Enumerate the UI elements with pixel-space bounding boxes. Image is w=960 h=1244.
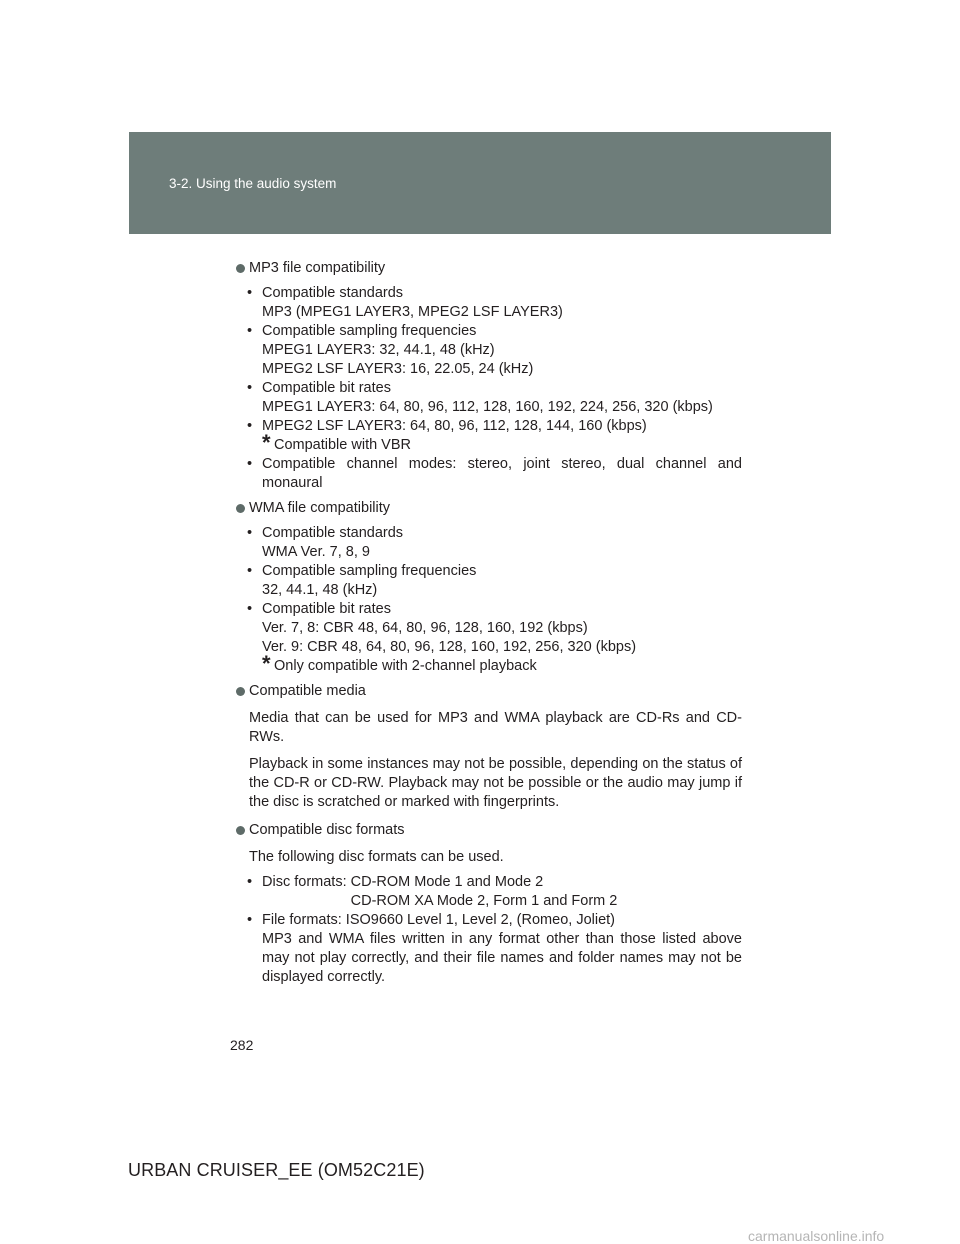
disc-intro: The following disc formats can be used. xyxy=(249,849,504,865)
media-heading: Compatible media xyxy=(236,682,742,701)
note-item: * Compatible with VBR xyxy=(262,430,411,455)
list-item: • MPEG2 LSF LAYER3: 64, 80, 96, 112, 128, 144, 160 (kbps) xyxy=(247,418,647,434)
disc-heading: Compatible disc formats xyxy=(236,821,742,840)
list-item: • File formats: ISO9660 Level 1, Level 2, (Romeo, Joliet) MP3 and WMA files written in any format other than those listed above may not play correctly, and their file names and folder names may not be displayed correctly. xyxy=(247,912,742,985)
list-item: • Compatible bit rates MPEG1 LAYER3: 64, 80, 96, 112, 128, 160, 192, 224, 256, 320 (kbps) xyxy=(247,380,713,415)
media-paragraph: Media that can be used for MP3 and WMA playback are CD-Rs and CD-RWs. xyxy=(249,710,742,745)
section-header xyxy=(129,132,831,234)
section-bullet-icon xyxy=(236,826,245,835)
page-number: 282 xyxy=(230,1037,254,1053)
mp3-list xyxy=(236,284,742,493)
list-item: • Compatible sampling frequencies 32, 44.1, 48 (kHz) xyxy=(247,563,477,598)
list-item: • Compatible standards WMA Ver. 7, 8, 9 xyxy=(247,525,404,560)
wma-heading: WMA file compatibility xyxy=(236,499,742,518)
wma-list xyxy=(236,524,742,676)
watermark: carmanualsonline.info xyxy=(748,1228,885,1244)
disc-section xyxy=(236,821,742,987)
asterisk-icon: * xyxy=(262,430,271,455)
section-title: 3-2. Using the audio system xyxy=(169,176,337,191)
disc-list xyxy=(236,873,742,987)
media-paragraph: Playback in some instances may not be possible, depending on the status of the CD-R or CD-RW. Playback may not be possible or the audio may jump if the disc is scratched or marked with fingerprints. xyxy=(249,756,742,810)
list-item: • Disc formats: CD-ROM Mode 1 and Mode 2 CD-ROM XA Mode 2, Form 1 and Form 2 xyxy=(247,874,618,909)
section-bullet-icon xyxy=(236,264,245,273)
section-bullet-icon xyxy=(236,687,245,696)
asterisk-icon: * xyxy=(262,651,271,676)
note-item: * Only compatible with 2-channel playback xyxy=(262,651,537,676)
list-item: • Compatible sampling frequencies MPEG1 LAYER3: 32, 44.1, 48 (kHz) MPEG2 LSF LAYER3: 16, 22.05, 24 (kHz) xyxy=(247,323,534,377)
list-item: • Compatible bit rates Ver. 7, 8: CBR 48, 64, 80, 96, 128, 160, 192 (kbps) Ver. 9: CBR 48, 64, 80, 96, 128, 160, 192, 256, 320 (kbps) xyxy=(247,601,637,655)
media-section xyxy=(236,682,742,812)
wma-section xyxy=(236,499,742,676)
mp3-heading: MP3 file compatibility xyxy=(236,259,742,278)
list-item: • Compatible standards MP3 (MPEG1 LAYER3, MPEG2 LSF LAYER3) xyxy=(247,285,563,320)
list-item: • Compatible channel modes: stereo, joint stereo, dual channel and monaural xyxy=(247,456,742,491)
mp3-section xyxy=(236,259,742,493)
footer-model: URBAN CRUISER_EE (OM52C21E) xyxy=(128,1160,425,1180)
section-bullet-icon xyxy=(236,504,245,513)
manual-content xyxy=(236,259,742,987)
